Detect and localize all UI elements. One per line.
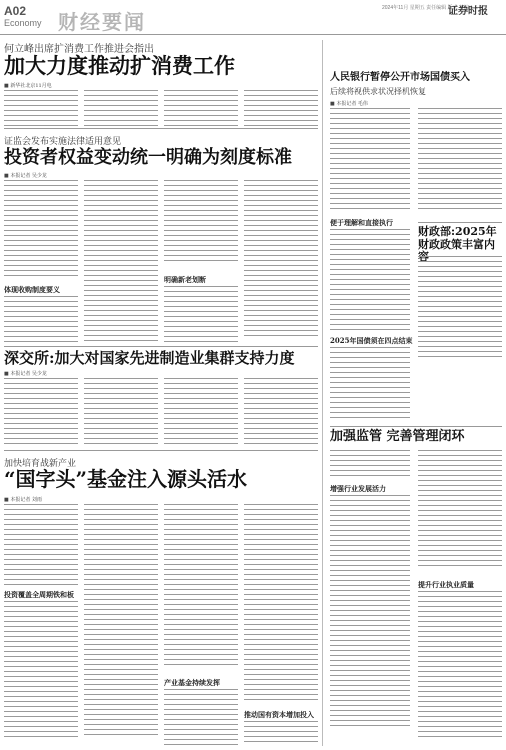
right-article1-kicker: 后续将视供求状况择机恢复 <box>330 87 426 96</box>
article1-body-col2 <box>84 90 158 130</box>
article3-body-col2 <box>84 378 158 448</box>
article2-headline: 投资者权益变动统一明确为刻度标准 <box>4 147 292 168</box>
divider <box>4 128 318 129</box>
article4-body-col3 <box>164 504 238 669</box>
article4-subhead1: 投资覆盖全周期铁和板 <box>4 590 74 599</box>
right-article3-subhead2: 提升行业执业质量 <box>418 580 474 589</box>
article1-body-col4 <box>244 90 318 130</box>
article2-body-col3 <box>164 180 238 265</box>
article2-subhead1: 体现收购制度要义 <box>4 285 60 294</box>
article4-body-col4b <box>244 721 318 746</box>
right-article1-subhead: 便于理解和直接执行 <box>330 218 393 227</box>
right-article1-body-col2 <box>418 108 502 213</box>
article2-byline: ■ 本报记者 吴少龙 <box>4 173 47 179</box>
right-article2-body-col2 <box>418 256 502 361</box>
article4-body-col4 <box>244 504 318 704</box>
section-english: Economy <box>4 18 42 28</box>
right-article1-body-col1b <box>330 229 410 334</box>
right-article1-headline: 人民银行暂停公开市场国债买入 <box>330 72 470 83</box>
article1-kicker: 何立峰出席扩消费工作推进会指出 <box>4 44 154 55</box>
article4-kicker: 加快培育战新产业 <box>4 459 77 469</box>
article4-body-col2 <box>84 504 158 739</box>
divider <box>418 222 502 223</box>
article2-body-col2 <box>84 180 158 345</box>
right-article1-byline: ■ 本报记者 毛伟 <box>330 101 368 107</box>
right-article3-headline: 加强监管 完善管理闭环 <box>330 429 465 444</box>
page-number: A02 <box>4 4 27 18</box>
section-title: 财经要闻 <box>58 12 146 34</box>
article2-body-col1 <box>4 180 78 280</box>
article4-body-col1 <box>4 504 78 589</box>
article2-subhead2: 明确新老划断 <box>164 275 206 284</box>
article4-subhead3: 推动国有资本增加投入 <box>244 710 314 719</box>
article3-byline: ■ 本报记者 吴少龙 <box>4 371 47 377</box>
article4-body-col1b <box>4 601 78 741</box>
article3-headline: 深交所:加大对国家先进制造业集群支持力度 <box>4 349 295 367</box>
article4-body-col3b <box>164 689 238 749</box>
masthead-logo: 证券时报 <box>448 6 488 17</box>
article2-body-col4 <box>244 180 318 340</box>
article1-body-col3 <box>164 90 238 130</box>
article2-body-col3b <box>164 286 238 346</box>
article3-body-col1 <box>4 378 78 448</box>
right-article3-body-col2 <box>418 450 502 570</box>
article1-headline: 加大力度推动扩消费工作 <box>4 53 235 78</box>
column-divider <box>322 40 323 746</box>
right-article3-body-col1 <box>330 450 410 480</box>
article3-body-col3 <box>164 378 238 448</box>
divider <box>330 426 502 427</box>
divider <box>4 450 318 451</box>
right-article3-subhead1: 增强行业发展活力 <box>330 484 386 493</box>
right-article2-headline: 财政部:2025年财政政策丰富内 <box>418 225 497 251</box>
article4-subhead2: 产业基金持续发挥 <box>164 678 220 687</box>
article4-headline: “国字头”基金注入源头活水 <box>4 467 248 491</box>
dateline: 2024年11月 星期五 责任编辑 版式 美编 <box>382 5 469 11</box>
article3-body-col4 <box>244 378 318 448</box>
header-rule <box>0 34 506 35</box>
divider <box>4 346 318 347</box>
article2-body-col1b <box>4 296 78 346</box>
right-article2-subhead: 2025年国债须在四点结束 <box>330 336 413 345</box>
article2-kicker: 证监会发布实施法律适用意见 <box>4 137 122 147</box>
right-article3-body-col2b <box>418 591 502 741</box>
right-article1-body-col1 <box>330 108 410 213</box>
article1-byline: ■ 新华社北京11月电 <box>4 83 52 89</box>
page-header <box>0 0 506 36</box>
right-article3-body-col1b <box>330 495 410 730</box>
article4-byline: ■ 本报记者 刘雨 <box>4 497 42 503</box>
article1-body-col1 <box>4 90 78 130</box>
right-article2-body-col1 <box>330 347 410 422</box>
